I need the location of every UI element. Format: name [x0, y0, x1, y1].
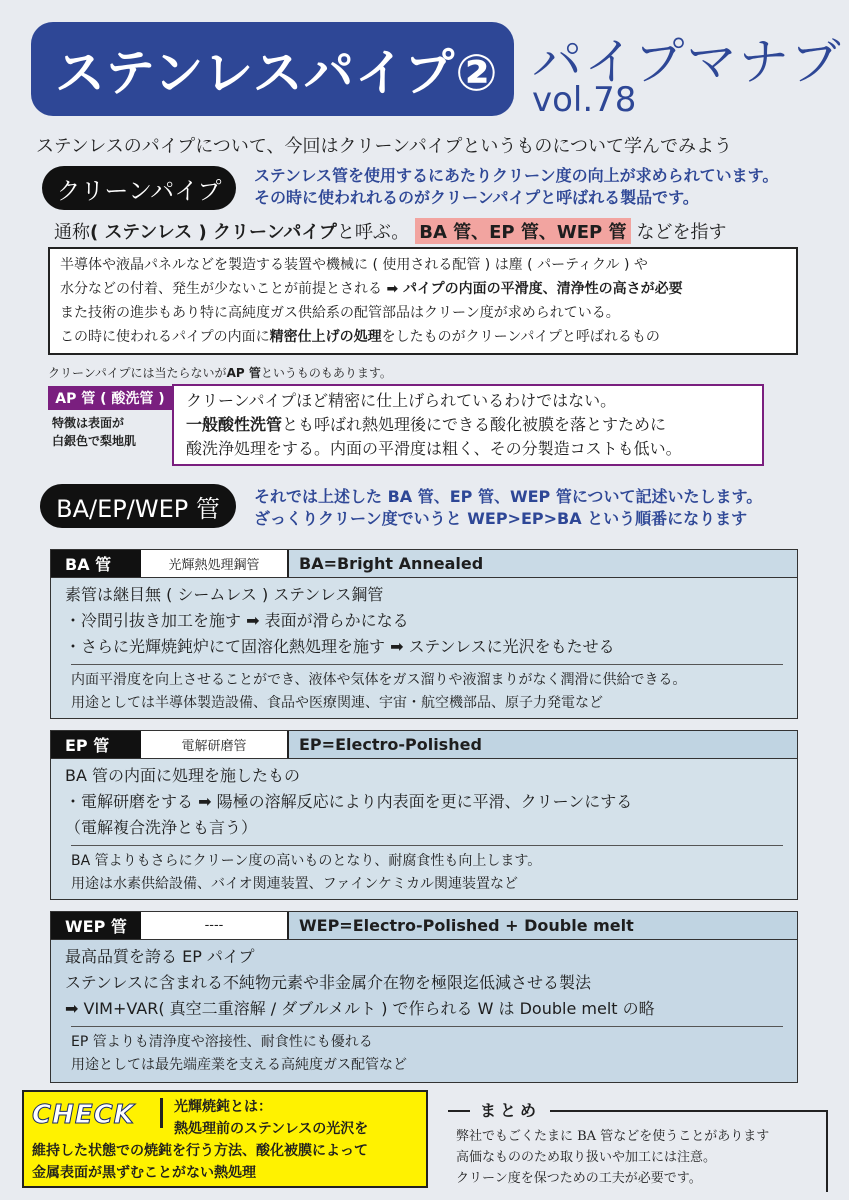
card-footer-line: 用途は水素供給設備、バイオ関連装置、ファインケミカル関連装置など — [71, 876, 519, 892]
ap-intro-text: というものもあります。 — [260, 366, 392, 380]
ap-feature-line: 特徴は表面が — [52, 416, 125, 430]
wep-pipe-card — [50, 911, 798, 1083]
note-line: ステンレス管を使用するにあたりクリーン度の向上が求められています。 — [254, 166, 779, 185]
summary-line: 弊社でもごくたまに BA 管などを使うことがあります — [456, 1129, 770, 1144]
page-title — [31, 22, 514, 116]
card-footer-line: 内面平滑度を向上させることができ、液体や気体をガス溜りや液溜まりがなく潤滑に供給できる。 — [71, 672, 687, 688]
definition-box — [48, 247, 798, 355]
card-body — [51, 759, 797, 841]
section2-note — [254, 486, 834, 530]
section1-note — [254, 165, 834, 209]
card-footer — [51, 848, 797, 904]
definition-line: 半導体や液晶パネルなどを製造する装置や機械に ( 使用される配管 ) は塵 ( パーティクル ) や — [60, 257, 648, 273]
volume-number: vol.78 — [532, 80, 637, 120]
card-body-line: ステンレスに含まれる不純物元素や非金属介在物を極限迄低減させる製法 — [65, 973, 592, 992]
card-divider — [71, 845, 783, 846]
ap-feature — [52, 414, 136, 450]
summary-box — [448, 1101, 828, 1192]
section-badge-label: クリーンパイプ — [56, 176, 222, 205]
card-english-name: BA=Bright Annealed — [299, 554, 484, 573]
card-footer — [51, 667, 797, 723]
check-term: 光輝焼鈍とは： — [174, 1099, 272, 1115]
definition-text: をしたものがクリーンパイプと呼ばれるもの — [381, 329, 660, 345]
ap-pipe-box — [172, 384, 764, 466]
summary-title: まとめ — [470, 1098, 550, 1121]
check-divider — [160, 1098, 163, 1128]
summary-line: 高価なもののため取り扱いや加工には注意。 — [456, 1150, 717, 1165]
section-badge-clean-pipe — [42, 166, 236, 210]
card-divider — [71, 1026, 783, 1027]
ap-intro — [48, 364, 392, 381]
card-header — [51, 550, 797, 578]
card-english-name: EP=Electro-Polished — [299, 735, 482, 754]
card-body-line: ➡ VIM+VAR( 真空二重溶解 / ダブルメルト ) で作られる W は Double melt の略 — [65, 999, 655, 1018]
card-footer-line: EP 管よりも清浄度や溶接性、耐食性にも優れる — [71, 1034, 373, 1050]
ap-intro-text: クリーンパイプには当たらないが — [48, 366, 227, 380]
card-footer-line: 用途としては最先端産業を支える高純度ガス配管など — [71, 1057, 407, 1073]
card-tag: BA 管 — [51, 550, 141, 577]
card-body — [51, 940, 797, 1022]
ap-text: とも呼ばれ熱処理後にできる酸化被膜を落とすために — [282, 415, 667, 434]
card-body — [51, 578, 797, 660]
ap-emphasis: 一般酸性洗管 — [186, 415, 283, 434]
summary-line: クリーン度を保つための工夫が必要です。 — [456, 1171, 702, 1186]
card-footer — [51, 1029, 797, 1085]
check-line: 金属表面が黒ずむことがない熱処理 — [32, 1165, 256, 1181]
note-line: ざっくりクリーン度でいうと WEP>EP>BA という順番になります — [254, 509, 748, 528]
ap-line: クリーンパイプほど精密に仕上げられているわけではない。 — [186, 391, 617, 410]
common-name-prefix: 通称 — [54, 222, 90, 243]
common-name-mid: と呼ぶ。 — [336, 222, 410, 243]
card-japanese-name: 光輝熱処理鋼管 — [141, 550, 289, 577]
card-divider — [71, 664, 783, 665]
ap-line: 酸洗浄処理をする。内面の平滑度は粗く、その分製造コストも低い。 — [186, 439, 682, 458]
card-body-line: 最高品質を誇る EP パイプ — [65, 947, 255, 966]
common-name-suffix: などを指す — [636, 222, 727, 243]
series-title: パイプマナブ — [532, 33, 843, 91]
card-japanese-name: ---- — [141, 912, 289, 939]
card-body-line: （電解複合洗浄とも言う） — [65, 818, 258, 837]
definition-line — [60, 325, 786, 349]
definition-text: この時に使われるパイプの内面に — [60, 329, 270, 345]
definition-line — [60, 277, 786, 301]
check-box — [22, 1090, 428, 1188]
common-name-line — [54, 218, 727, 244]
card-body-line: BA 管の内面に処理を施したもの — [65, 766, 301, 785]
definition-line: また技術の進歩もあり特に高純度ガス供給系の配管部品はクリーン度が求められている。 — [60, 305, 620, 321]
card-header — [51, 912, 797, 940]
check-line: 熱処理前のステンレスの光沢を — [174, 1121, 369, 1137]
card-footer-line: 用途としては半導体製造設備、食品や医療関連、宇宙・航空機部品、原子力発電など — [71, 695, 603, 711]
definition-emphasis: 精密仕上げの処理 — [269, 329, 382, 345]
ep-pipe-card — [50, 730, 798, 900]
ba-pipe-card — [50, 549, 798, 719]
card-footer-line: BA 管よりもさらにクリーン度の高いものとなり、耐腐食性も向上します。 — [71, 853, 542, 869]
common-name-highlight: BA 管、EP 管、WEP 管 — [415, 218, 630, 244]
ap-line — [186, 413, 750, 437]
title-text: ステンレスパイプ② — [55, 44, 499, 102]
card-body-line: ・電解研磨をする ➡ 陽極の溶解反応により内表面を更に平滑、クリーンにする — [65, 792, 633, 811]
section-badge-label: BA/EP/WEP 管 — [56, 494, 220, 523]
card-tag: EP 管 — [51, 731, 141, 758]
note-line: それでは上述した BA 管、EP 管、WEP 管について記述いたします。 — [254, 487, 763, 506]
card-english-name: WEP=Electro-Polished + Double melt — [299, 916, 634, 935]
definition-emphasis: ➡ パイプの内面の平滑度、清浄性の高さが必要 — [386, 281, 683, 297]
note-line: その時に使われれるのがクリーンパイプと呼ばれる製品です。 — [254, 188, 699, 207]
card-header — [51, 731, 797, 759]
section-badge-ba-ep-wep — [40, 484, 236, 528]
summary-text — [456, 1126, 769, 1189]
definition-text: 水分などの付着、発生が少ないことが前提とされる — [60, 281, 382, 297]
card-tag: WEP 管 — [51, 912, 141, 939]
card-body-line: ・さらに光輝焼鈍炉にて固溶化熱処理を施す ➡ ステンレスに光沢をもたせる — [65, 637, 615, 656]
ap-feature-line: 白銀色で梨地肌 — [52, 434, 137, 448]
ap-pipe-label: AP 管 ( 酸洗管 ) — [48, 386, 172, 410]
ap-intro-bold: AP 管 — [226, 366, 261, 380]
intro-text: ステンレスのパイプについて、今回はクリーンパイプというものについて学んでみよう — [36, 136, 732, 157]
card-body-line: 素管は継目無 ( シームレス ) ステンレス鋼管 — [65, 585, 384, 604]
check-line: 維持した状態での焼鈍を行う方法、酸化被膜によって — [32, 1143, 368, 1159]
card-japanese-name: 電解研磨管 — [141, 731, 289, 758]
check-label: CHECK — [32, 1100, 135, 1130]
common-name-bold: ( ステンレス ) クリーンパイプ — [90, 222, 337, 243]
card-body-line: ・冷間引抜き加工を施す ➡ 表面が滑らかになる — [65, 611, 409, 630]
